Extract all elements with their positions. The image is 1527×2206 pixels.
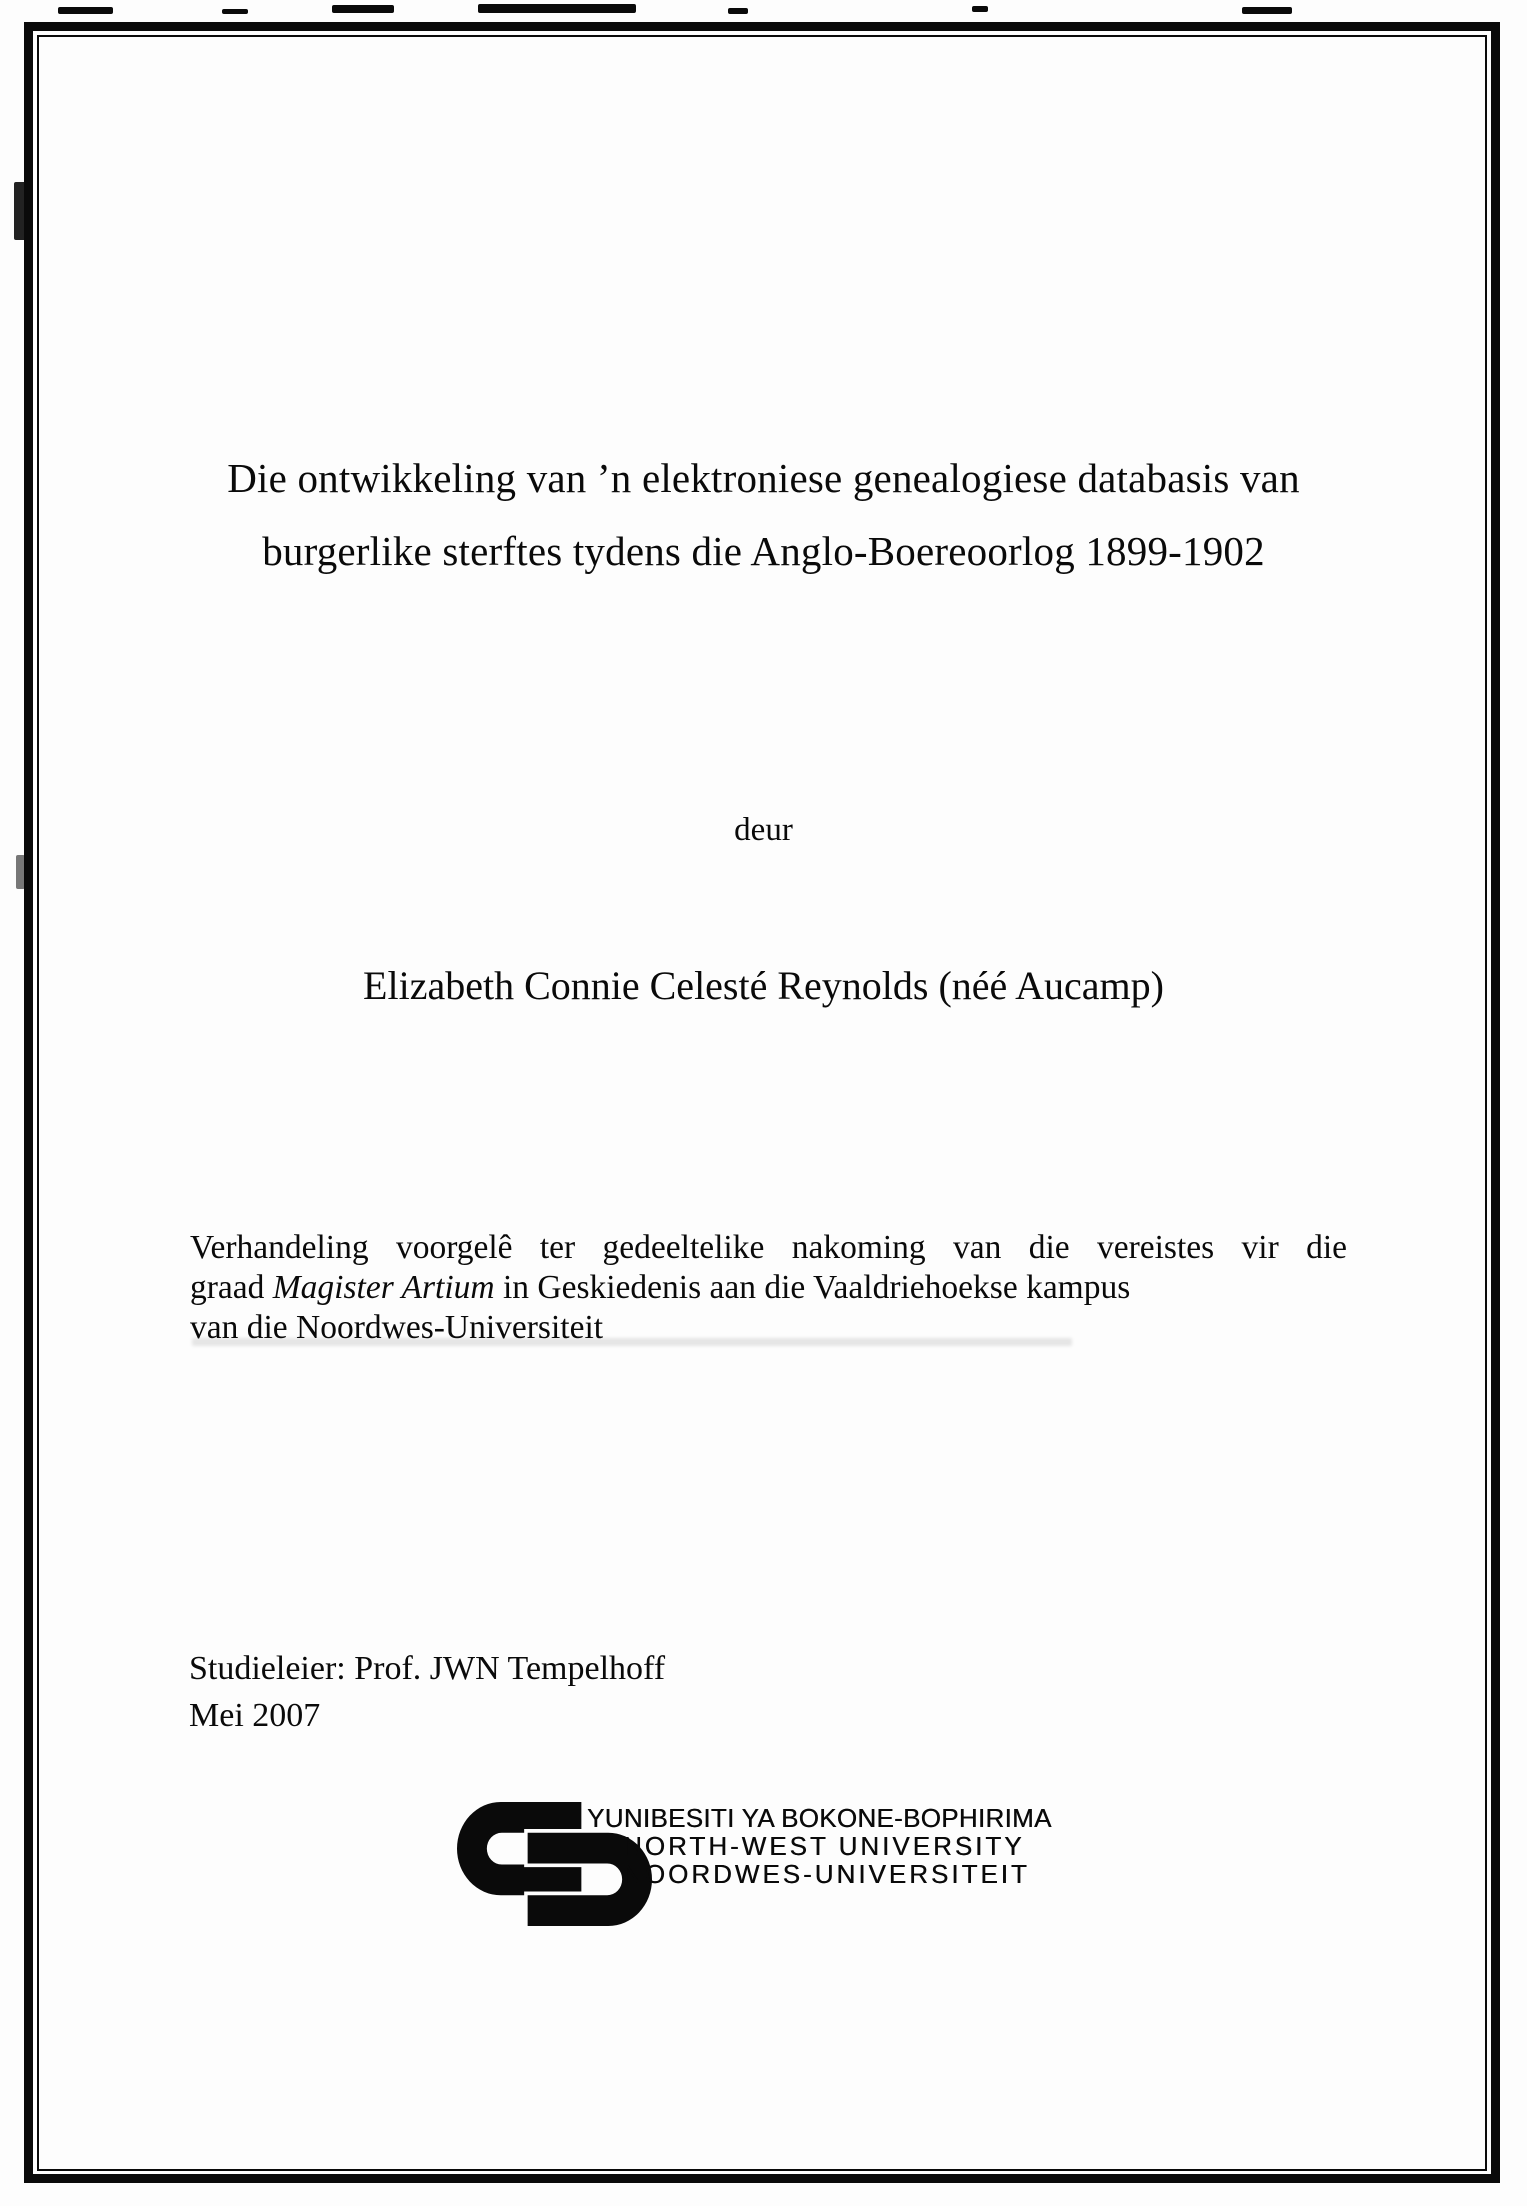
thesis-statement — [190, 1228, 1347, 1348]
scan-artifact — [1242, 7, 1292, 14]
statement-degree-italic: Magister Artium — [272, 1269, 495, 1306]
author-name: Elizabeth Connie Celesté Reynolds (néé Aucamp) — [363, 963, 1164, 1008]
nwu-logo — [457, 1799, 1097, 1934]
scan-artifact — [14, 182, 26, 240]
scan-artifact — [478, 4, 636, 13]
statement-degree-prefix: graad — [190, 1269, 273, 1306]
scan-artifact — [728, 8, 748, 14]
statement-line-3: van die Noordwes-Universiteit — [190, 1309, 604, 1346]
logo-line-english: NORTH-WEST UNIVERSITY — [623, 1831, 1025, 1861]
title-line-1: Die ontwikkeling van ’n elektroniese genealogiese databasis van — [227, 455, 1300, 502]
scan-artifact — [332, 5, 394, 13]
byline-label: deur — [734, 812, 793, 848]
statement-line-1: Verhandeling voorgelê ter gedeeltelike nakoming van die vereistes vir die — [190, 1229, 1347, 1266]
statement-degree-suffix: in Geskiedenis aan die Vaaldriehoekse kampus — [494, 1269, 1131, 1306]
scan-artifact — [58, 7, 113, 14]
bleed-through-artifact — [192, 1338, 1072, 1346]
scan-artifact — [222, 9, 248, 14]
nwu-logo-text — [587, 1804, 1052, 1888]
logo-line-setswana: YUNIBESITI YA BOKONE-BOPHIRIMA — [587, 1803, 1052, 1833]
date-line: Mei 2007 — [189, 1697, 321, 1734]
title-line-2: burgerlike sterftes tydens die Anglo-Boereoorlog 1899-1902 — [262, 528, 1265, 575]
thesis-title — [70, 442, 1457, 588]
credits-block — [189, 1645, 665, 1739]
logo-line-afrikaans: NOORDWES-UNIVERSITEIT — [623, 1859, 1030, 1889]
supervisor-line: Studieleier: Prof. JWN Tempelhoff — [189, 1650, 666, 1687]
scan-artifact — [16, 855, 25, 889]
statement-line-2 — [190, 1268, 1347, 1308]
scan-artifact — [972, 6, 988, 12]
